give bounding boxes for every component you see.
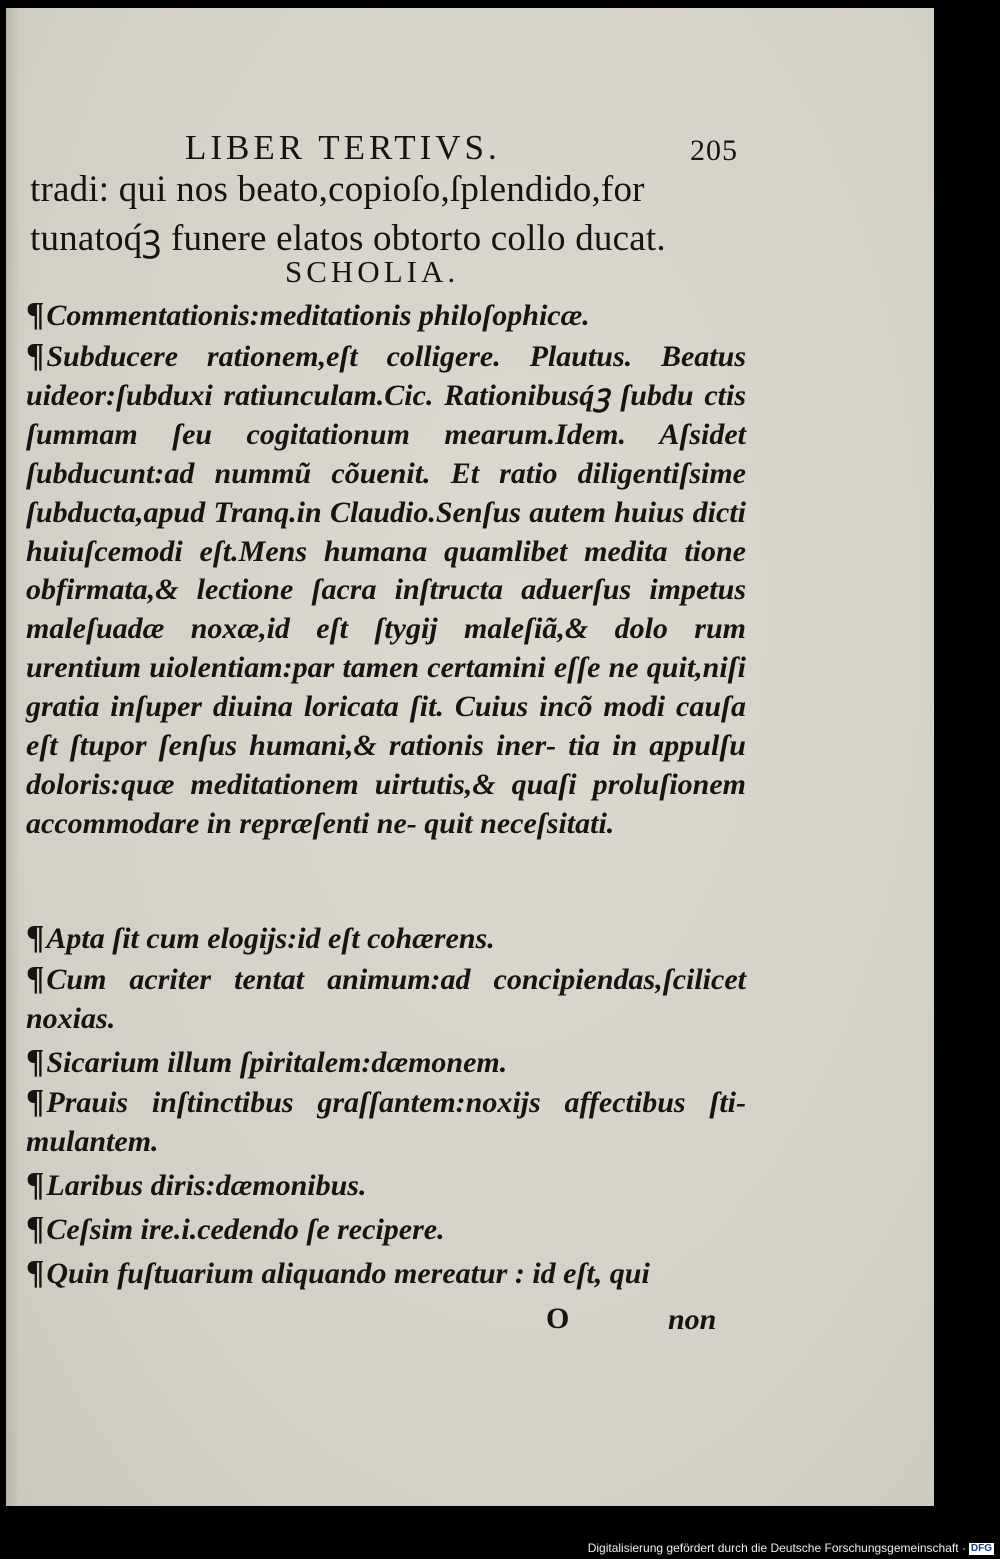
note-text: Laribus diris:dæmonibus. — [46, 1169, 367, 1202]
digitization-credit — [588, 1541, 994, 1555]
pilcrow-icon: ¶ — [26, 296, 45, 333]
note-text: Ceſsim ire.i.cedendo ſe recipere. — [46, 1213, 445, 1246]
credit-text: Digitalisierung gefördert durch die Deutsche Forschungsgemeinschaft · — [587, 1541, 966, 1555]
signature-mark: O — [546, 1302, 570, 1335]
pilcrow-icon: ¶ — [26, 960, 45, 997]
catchword: non — [668, 1303, 717, 1336]
note-text: Sicarium illum ſpiritalem:dæmonem. — [46, 1046, 508, 1079]
scholion-note-5 — [26, 1043, 746, 1083]
scholion-note-7 — [26, 1166, 746, 1206]
note-text: Commentationis:meditationis philoſophicæ. — [46, 299, 590, 332]
scholion-note-2 — [26, 337, 746, 844]
pilcrow-icon: ¶ — [26, 1083, 45, 1120]
pilcrow-icon: ¶ — [26, 1254, 45, 1291]
pilcrow-icon: ¶ — [26, 337, 45, 374]
note-text: Prauis inſtinctibus graſſantem:noxijs affectibus ſti- mulantem. — [26, 1086, 746, 1158]
dfg-logo: DFG — [970, 1542, 992, 1554]
scholion-note-8 — [26, 1210, 746, 1250]
pilcrow-icon: ¶ — [26, 1166, 45, 1203]
page-edge-shadow — [6, 8, 20, 1506]
pilcrow-icon: ¶ — [26, 1210, 45, 1247]
page-number: 205 — [690, 134, 738, 167]
note-text: Subducere rationem,eſt colligere. Plautus. Beatus uideor:ſubduxi ratiunculam.Cic. Rationibusq́ꝫ ſubdu ctis ſummam ſeu cogitationum mearum.Idem. Aſsidet ſubducunt:ad nummũ cõuenit. Et ratio diligentiſsime ſubducta,apud Tranq.in Claudio.Senſus autem huius dicti huiuſcemodi eſt.Mens humana quamlibet medita tione obfirmata,& lectione ſacra inſtructa aduerſus impetus maleſuadæ noxæ,id eſt ſtygij maleſiã,& dolo rum urentium uiolentiam:par tamen certamini eſſe ne quit,niſi gratia inſuper diuina loricata ſit. Cuius incõ modi cauſa eſt ſtupor ſenſus humani,& rationis iner- tia in appulſu doloris:quæ meditationem uirtutis,& quaſi proluſionem accommodare in repræſenti ne- quit neceſsitati. — [26, 340, 746, 840]
note-text: Quin fuſtuarium aliquando mereatur : id eſt, qui — [46, 1257, 650, 1290]
note-text: Cum acriter tentat animum:ad concipiendas,ſcilicet noxias. — [26, 963, 746, 1035]
scholion-note-9 — [26, 1254, 746, 1294]
pilcrow-icon: ¶ — [26, 919, 45, 956]
scholion-note-1 — [26, 296, 746, 336]
section-title: SCHOLIA. — [285, 254, 460, 289]
scholion-note-4 — [26, 960, 746, 1039]
body-text-line-1: tradi: qui nos beato,copioſo,ſplendido,for — [30, 169, 645, 210]
note-text: Apta ſit cum elogijs:id eſt cohærens. — [46, 922, 495, 955]
scholion-note-6 — [26, 1083, 746, 1162]
running-head: LIBER TERTIVS. — [185, 128, 501, 167]
pilcrow-icon: ¶ — [26, 1043, 45, 1080]
scholion-note-3 — [26, 919, 746, 959]
body-text-line-2: tunatoq́ꝫ funere elatos obtorto collo ducat. — [30, 218, 666, 259]
